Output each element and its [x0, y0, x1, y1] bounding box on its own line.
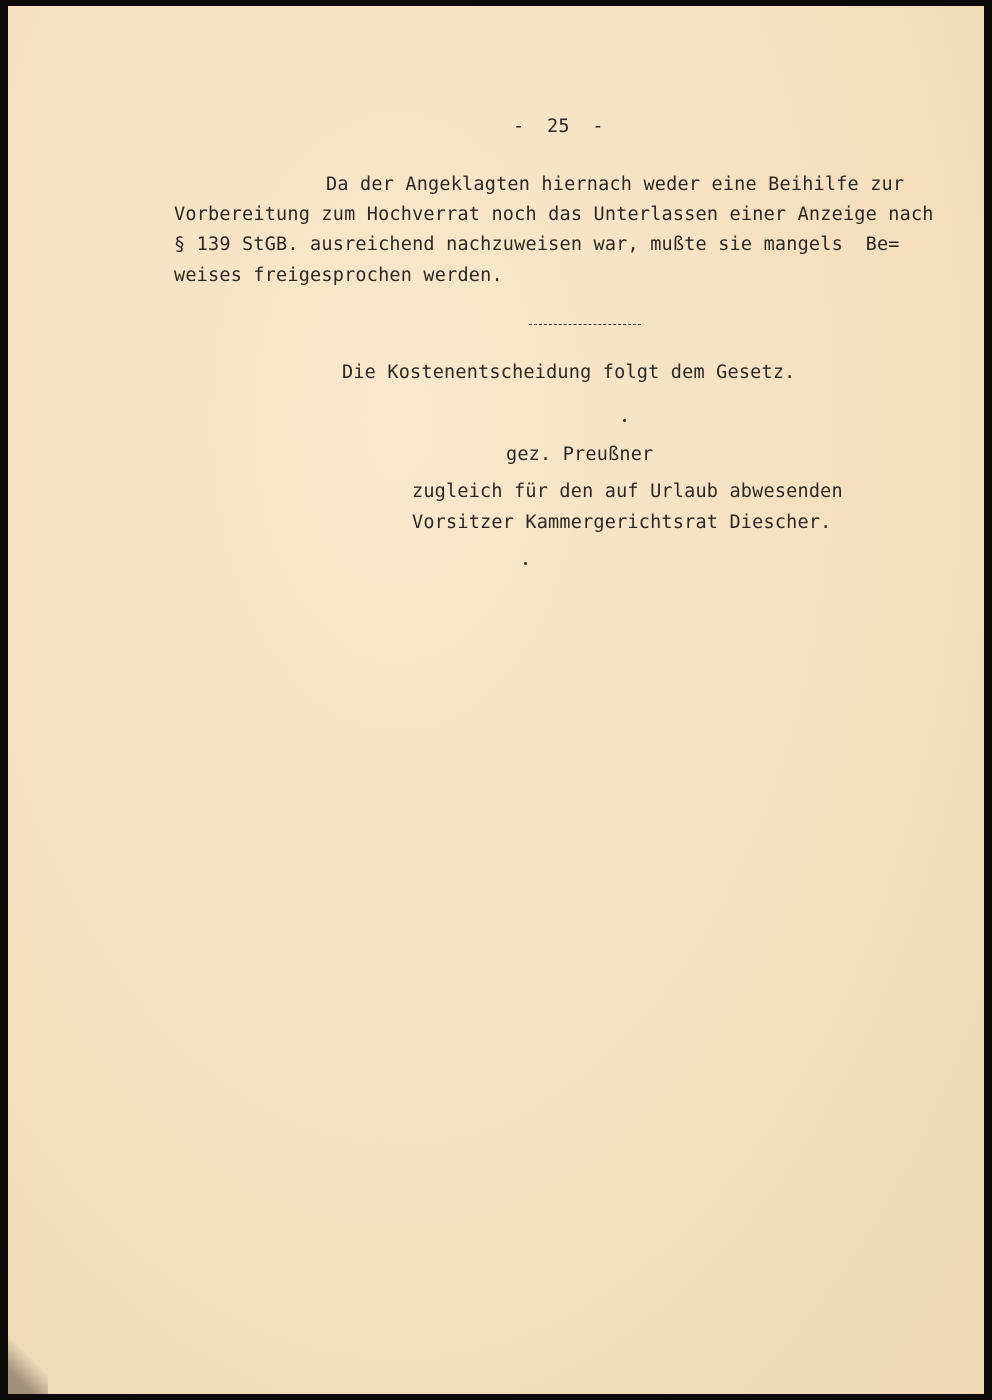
signature-signed: gez. Preußner — [506, 444, 654, 465]
ink-dot — [524, 562, 527, 565]
ink-dot — [623, 419, 626, 422]
paragraph-line-3: § 139 StGB. ausreichend nachzuweisen war, mußte sie mangels Be= — [174, 234, 900, 255]
signature-line-3: Vorsitzer Kammergerichtsrat Diescher. — [412, 512, 832, 533]
paragraph-line-4: weises freigesprochen werden. — [174, 265, 503, 286]
paragraph-line-1: Da der Angeklagten hiernach weder eine Beihilfe zur — [326, 174, 905, 195]
document-page — [8, 6, 984, 1394]
section-separator — [529, 324, 641, 325]
signature-line-2: zugleich für den auf Urlaub abwesenden — [412, 481, 843, 502]
page-number: - 25 - — [513, 116, 604, 137]
costs-decision: Die Kostenentscheidung folgt dem Gesetz. — [342, 362, 796, 383]
paragraph-line-2: Vorbereitung zum Hochverrat noch das Unterlassen einer Anzeige nach — [174, 204, 934, 225]
paper-edge-wear — [8, 1334, 48, 1394]
